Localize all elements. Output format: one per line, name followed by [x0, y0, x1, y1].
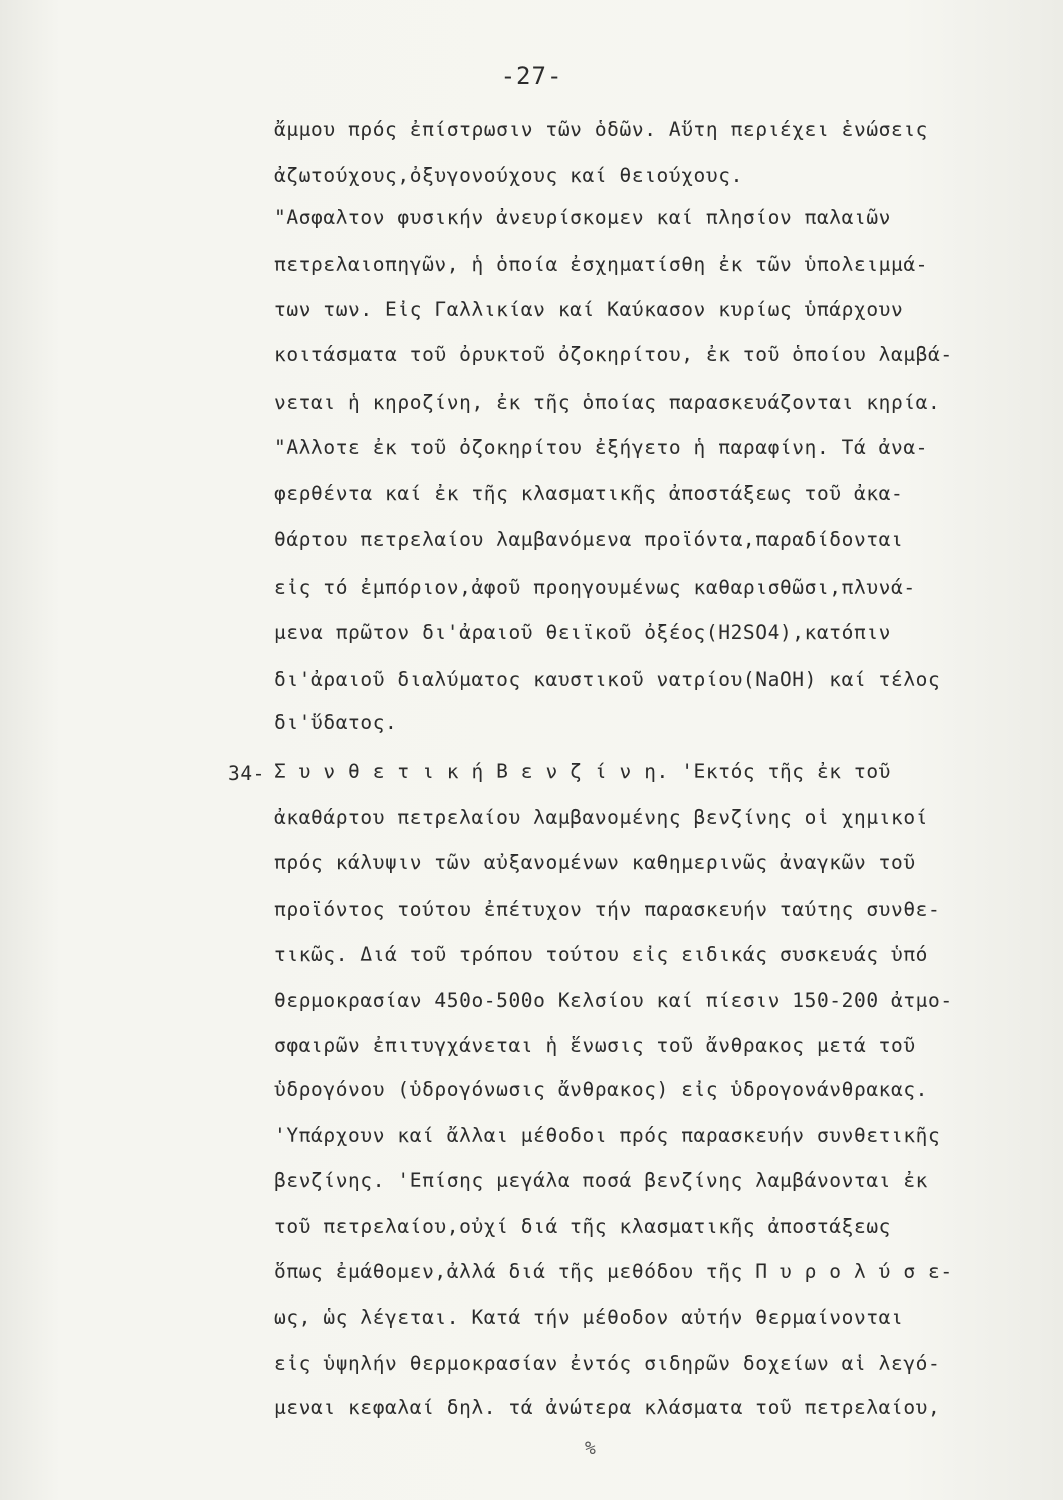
text-line: τοῦ πετρελαίου,οὐχί διά τῆς κλασματικῆς ἀποστάξεως [274, 1215, 891, 1238]
page-number: -27- [500, 62, 563, 90]
text-line: ὅπως ἐμάθομεν,ἀλλά διά τῆς μεθόδου τῆς Π υ ρ ο λ ύ σ ε- [274, 1260, 953, 1283]
text-line: νεται ἡ κηροζίνη, ἐκ τῆς ὁποίας παρασκευάζονται κηρία. [274, 391, 941, 414]
text-line: ἀκαθάρτου πετρελαίου λαμβανομένης βενζίνης οἱ χημικοί [274, 806, 929, 829]
section-number: 34- [228, 762, 266, 785]
text-line: ως, ὡς λέγεται. Κατά τήν μέθοδον αὐτήν θερμαίνονται [274, 1306, 904, 1329]
text-line: 'Υπάρχουν καί ἄλλαι μέθοδοι πρός παρασκευήν συνθετικῆς [274, 1124, 941, 1147]
text-line: μεναι κεφαλαί δηλ. τά ἀνώτερα κλάσματα τοῦ πετρελαίου, [274, 1396, 941, 1419]
text-line: κοιτάσματα τοῦ ὀρυκτοῦ ὀζοκηρίτου, ἐκ τοῦ ὁποίου λαμβά- [274, 343, 953, 366]
text-line: θερμοκρασίαν 450ο-500ο Κελσίου καί πίεσιν 150-200 ἀτμο- [274, 989, 953, 1012]
text-line: πρός κάλυψιν τῶν αὐξανομένων καθημερινῶς ἀναγκῶν τοῦ [274, 851, 916, 874]
text-line: προϊόντος τούτου ἐπέτυχον τήν παρασκευήν ταύτης συνθε- [274, 898, 941, 921]
section-heading-line: Σ υ ν θ ε τ ι κ ή Β ε ν ζ ί ν η. 'Εκτός τῆς ἐκ τοῦ [274, 760, 891, 783]
text-line: "Ασφαλτον φυσικήν ἀνευρίσκομεν καί πλησίον παλαιῶν [274, 206, 891, 229]
text-line: φερθέντα καί ἐκ τῆς κλασματικῆς ἀποστάξεως τοῦ ἀκα- [274, 482, 904, 505]
text-line: πετρελαιοπηγῶν, ἡ ὁποία ἐσχηματίσθη ἐκ τῶν ὑπολειμμά- [274, 253, 929, 276]
text-line: ἄμμου πρός ἐπίστρωσιν τῶν ὁδῶν. Αὕτη περιέχει ἑνώσεις [274, 118, 929, 141]
text-line: ὑδρογόνου (ὑδρογόνωσις ἄνθρακος) εἰς ὑδρογονάνθρακας. [274, 1078, 929, 1101]
text-line: σφαιρῶν ἐπιτυγχάνεται ἡ ἕνωσις τοῦ ἄνθρακος μετά τοῦ [274, 1034, 916, 1057]
text-line: θάρτου πετρελαίου λαμβανόμενα προϊόντα,παραδίδονται [274, 528, 904, 551]
text-line: εἰς τό ἐμπόριον,ἀφοῦ προηγουμένως καθαρισθῶσι,πλυνά- [274, 576, 916, 599]
text-line: τικῶς. Διά τοῦ τρόπου τούτου εἰς ειδικάς συσκευάς ὑπό [274, 943, 929, 966]
text-line: δι'ὕδατος. [274, 711, 398, 734]
text-line: βενζίνης. 'Επίσης μεγάλα ποσά βενζίνης λαμβάνονται ἐκ [274, 1169, 929, 1192]
text-line: εἰς ὑψηλήν θερμοκρασίαν ἐντός σιδηρῶν δοχείων αἱ λεγό- [274, 1352, 941, 1375]
bottom-mark: % [585, 1438, 596, 1459]
text-line: ἀζωτούχους,ὀξυγονούχους καί θειούχους. [274, 164, 743, 187]
text-line: δι'ἀραιοῦ διαλύματος καυστικοῦ νατρίου(NaOH) καί τέλος [274, 668, 941, 691]
text-line: μενα πρῶτον δι'ἀραιοῦ θειϊκοῦ ὀξέος(H2SO4),κατόπιν [274, 621, 891, 644]
text-line: "Αλλοτε ἐκ τοῦ ὀζοκηρίτου ἐξήγετο ἡ παραφίνη. Τά ἀνα- [274, 436, 929, 459]
text-line: των των. Εἰς Γαλλικίαν καί Καύκασον κυρίως ὑπάρχουν [274, 298, 904, 321]
